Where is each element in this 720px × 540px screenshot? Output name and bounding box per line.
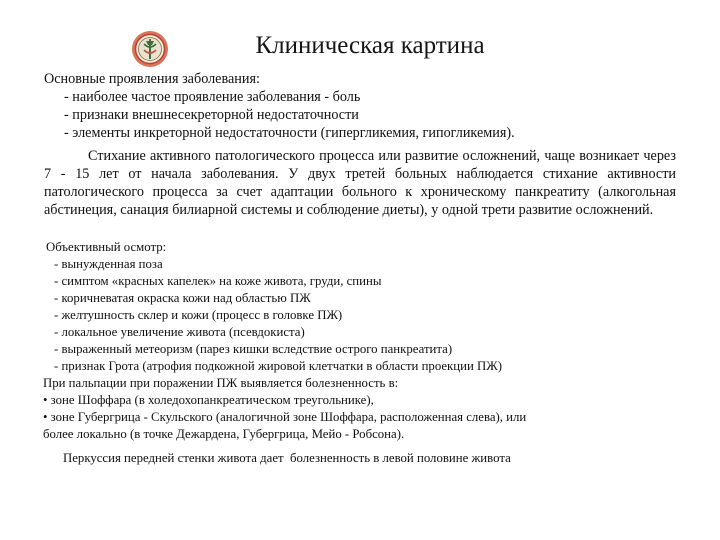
intro-item: - наиболее частое проявление заболевания - боль [64, 89, 361, 105]
exam-section [46, 239, 678, 375]
percussion-text: Перкуссия передней стенки живота дает болезненность в левой половине живота [63, 451, 511, 465]
palpation-line: • зоне Шоффара (в холедохопанкреатическом треугольнике), [43, 393, 374, 407]
page-title: Клиническая картина [255, 32, 485, 59]
intro-heading: Основные проявления заболевания: [44, 71, 260, 87]
exam-item: - симптом «красных капелек» на коже живота, груди, спины [54, 274, 382, 288]
palpation-section [43, 375, 675, 443]
course-paragraph: Стихание активного патологического процесса или развитие осложнений, чаще возникает через 7 - 15 лет от начала заболевания. У двух третей больных наблюдается стихание активности патологического процесса за счет адаптации больного к хроническому панкреатиту (алкогольная абстинеция, санация билиарной системы и соблюдение диеты), у одной трети развитие осложнений. [44, 148, 676, 218]
exam-item: - коричневатая окраска кожи над областью ПЖ [54, 291, 311, 305]
intro-item: - элементы инкреторной недостаточности (гипергликемия, гипогликемия). [64, 125, 515, 141]
exam-item: - желтушность склер и кожи (процесс в головке ПЖ) [54, 308, 343, 322]
exam-heading: Объективный осмотр: [46, 240, 167, 254]
percussion-section [43, 450, 675, 467]
intro-section [44, 70, 676, 142]
exam-item: - вынужденная поза [54, 257, 163, 271]
exam-item: - выраженный метеоризм (парез кишки вследствие острого панкреатита) [54, 342, 453, 356]
palpation-line: более локально (в точке Дежардена, Губергрица, Мейо - Робсона). [43, 427, 405, 441]
palpation-line: • зоне Губергрица - Скульского (аналогичной зоне Шоффара, расположенная слева), или [43, 410, 527, 424]
exam-item: - признак Грота (атрофия подкожной жировой клетчатки в области проекции ПЖ) [54, 359, 502, 373]
intro-item: - признаки внешнесекреторной недостаточности [64, 107, 359, 123]
palpation-heading: При пальпации при поражении ПЖ выявляется болезненность в: [43, 376, 399, 390]
emblem-icon [131, 30, 169, 68]
exam-item: - локальное увеличение живота (псевдокиста) [54, 325, 305, 339]
